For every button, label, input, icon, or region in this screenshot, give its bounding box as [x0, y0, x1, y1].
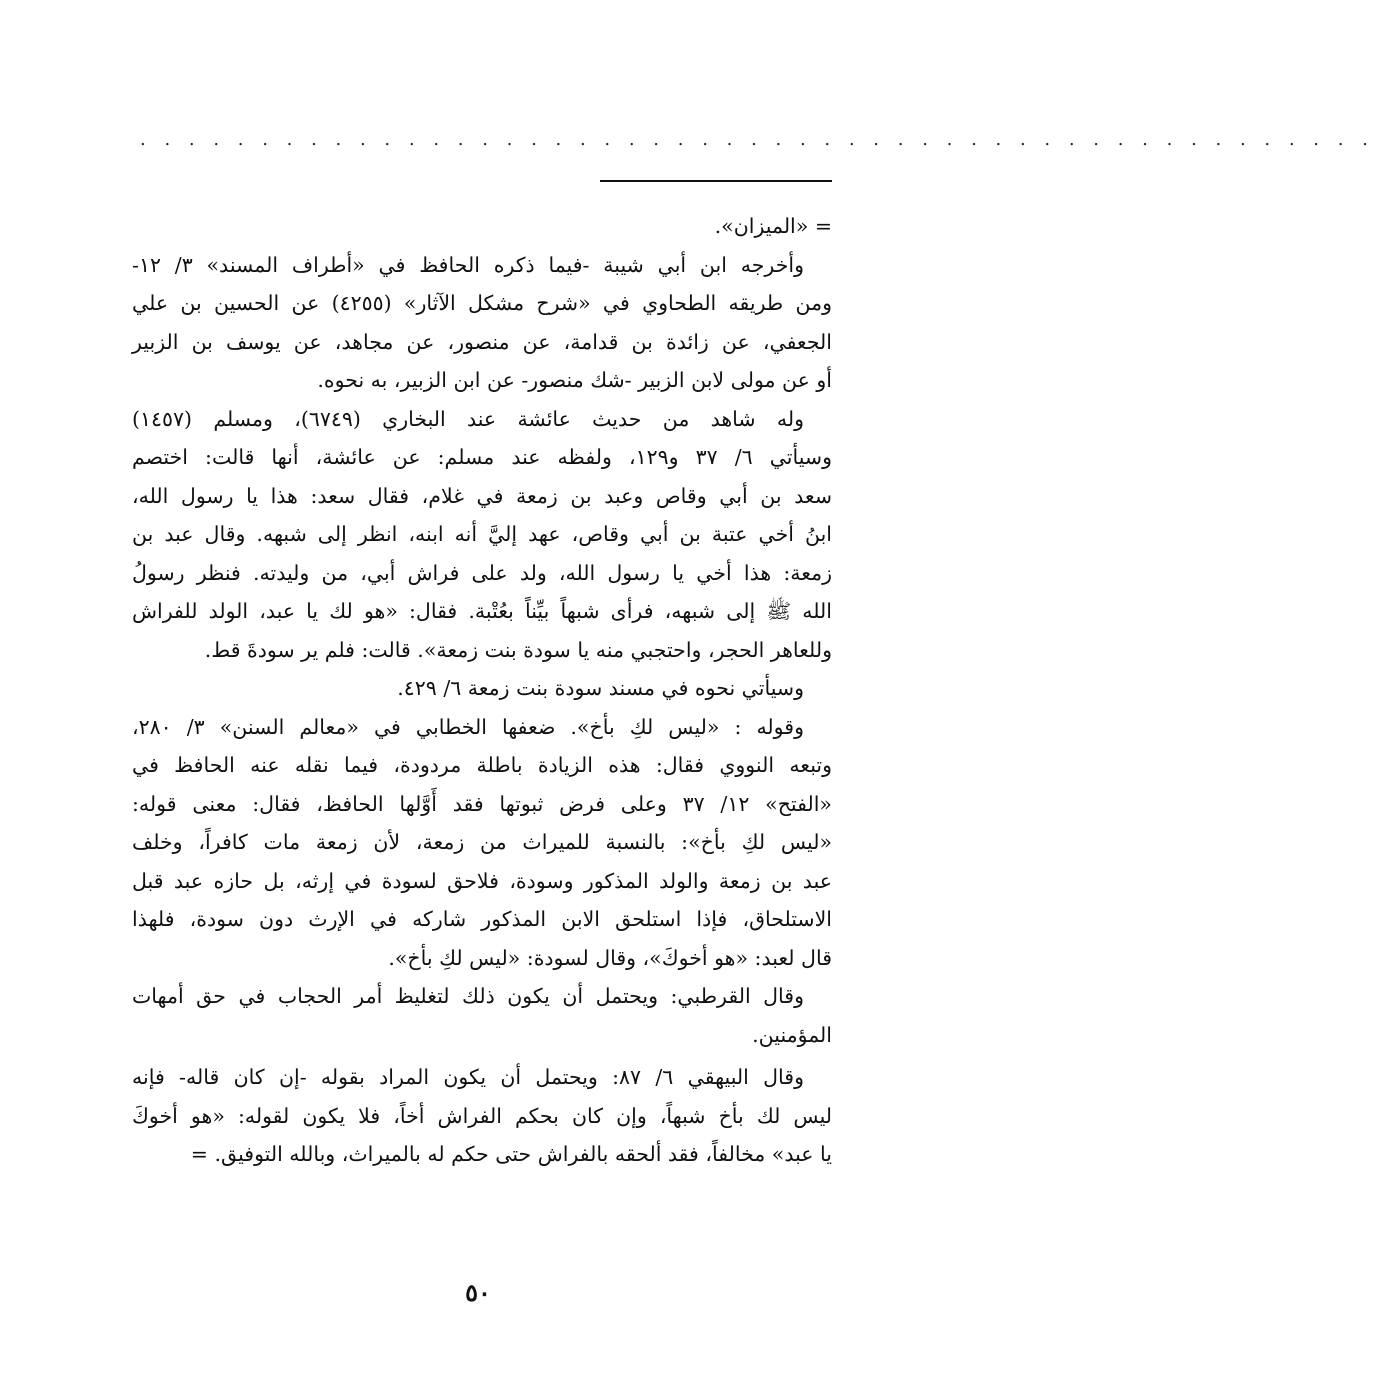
- text-line: وسيأتي ٦/ ٣٧ و١٢٩، ولفظه عند مسلم: عن عائشة، أنها قالت: اختصم: [132, 445, 832, 469]
- text-line: الاستلحاق، فإذا استلحق الابن المذكور شاركه في الإرث دون سودة، فلهذا: [132, 907, 832, 931]
- paragraph-bayhaqi: [132, 1058, 832, 1174]
- text-line: المؤمنين.: [752, 1022, 832, 1047]
- text-line: «الفتح» ١٢/ ٣٧ وعلى فرض ثبوتها فقد أَوَّلها الحافظ، فقال: معنى قوله:: [132, 791, 832, 816]
- text-line: وللعاهر الحجر، واحتجبي منه يا سودة بنت زمعة». قالت: فلم ير سودةَ قط.: [204, 637, 832, 662]
- paragraph-sawda-reference: [132, 669, 832, 708]
- text-line: ليس لك بأخ شبهاً، وإن كان بحكم الفراش أخاً، فلا يكون لقوله: «هو أخوكَ: [132, 1103, 832, 1128]
- text-line: الجعفي، عن زائدة بن قدامة، عن منصور، عن مجاهد، عن يوسف بن الزبير: [132, 329, 832, 354]
- text-line: وتبعه النووي فقال: هذه الزيادة باطلة مردودة، فيما نقله عنه الحافظ في: [132, 753, 832, 777]
- text-line: قال لعبد: «هو أخوكَ»، وقال لسودة: «ليس لكِ بأخ».: [388, 945, 832, 970]
- text-line: = «الميزان».: [714, 214, 832, 238]
- paragraph-continuation: [132, 207, 832, 246]
- footnote-rule: [600, 180, 832, 182]
- paragraph-aisha-witness: [132, 400, 832, 670]
- page-number: ٥٠: [465, 1278, 491, 1307]
- text-line: ابنُ أخي عتبة بن أبي وقاص، عهد إليَّ أنه ابنه، انظر إلى شبهه. وقال عبد بن: [132, 522, 832, 546]
- text-line: وسيأتي نحوه في مسند سودة بنت زمعة ٦/ ٤٢٩.: [397, 676, 804, 700]
- text-line: سعد بن أبي وقاص وعبد بن زمعة في غلام، فقال سعد: هذا يا رسول الله،: [132, 483, 832, 508]
- text-line: ومن طريقه الطحاوي في «شرح مشكل الآثار» (٤٢٥٥) عن الحسين بن علي: [132, 291, 832, 315]
- text-line: عبد بن زمعة والولد المذكور وسودة، فلاحق لسودة في إرثه، بل حازه عبد قبل: [132, 868, 832, 893]
- paragraph-qurtubi: [132, 977, 832, 1054]
- text-line: أو عن مولى لابن الزبير -شك منصور- عن ابن الزبير، به نحوه.: [317, 368, 832, 392]
- paragraph-khattabi: [132, 708, 832, 978]
- text-line: وقال القرطبي: ويحتمل أن يكون ذلك لتغليظ أمر الحجاب في حق أمهات: [132, 984, 804, 1008]
- footnote-text: [132, 207, 832, 1174]
- text-line: يا عبد» مخالفاً، فقد ألحقه بالفراش حتى حكم له بالميراث، وبالله التوفيق. =: [190, 1142, 832, 1166]
- paragraph-ibn-abi-shaybah: [132, 246, 832, 400]
- text-line: زمعة: هذا أخي يا رسول الله، ولد على فراش أبي، من وليدته. فنظر رسولُ: [132, 560, 832, 585]
- text-line: «ليس لكِ بأخ»: بالنسبة للميراث من زمعة، لأن زمعة مات كافراً، وخلف: [132, 830, 832, 854]
- text-line: وله شاهد من حديث عائشة عند البخاري (٦٧٤٩)، ومسلم (١٤٥٧): [132, 406, 804, 431]
- text-line: وقوله : «ليس لكِ بأخ». ضعفها الخطابي في «معالم السنن» ٣/ ٢٨٠،: [132, 714, 804, 739]
- text-line: وأخرجه ابن أبي شيبة -فيما ذكره الحافظ في «أطراف المسند» ٣/ ١٢-: [132, 252, 804, 277]
- text-line: الله ﷺ إلى شبهه، فرأى شبهاً بيِّناً بعُتْبة. فقال: «هو لك يا عبد، الولد للفراش: [132, 599, 832, 623]
- text-line: وقال البيهقي ٦/ ٨٧: ويحتمل أن يكون المراد بقوله -إن كان قاله- فإنه: [132, 1065, 804, 1089]
- separator-dots: . . . . . . . . . . . . . . . . . . . . . . . . . . . . . . . . . . . . . . . . . . . . . . . . . . .: [140, 129, 1374, 150]
